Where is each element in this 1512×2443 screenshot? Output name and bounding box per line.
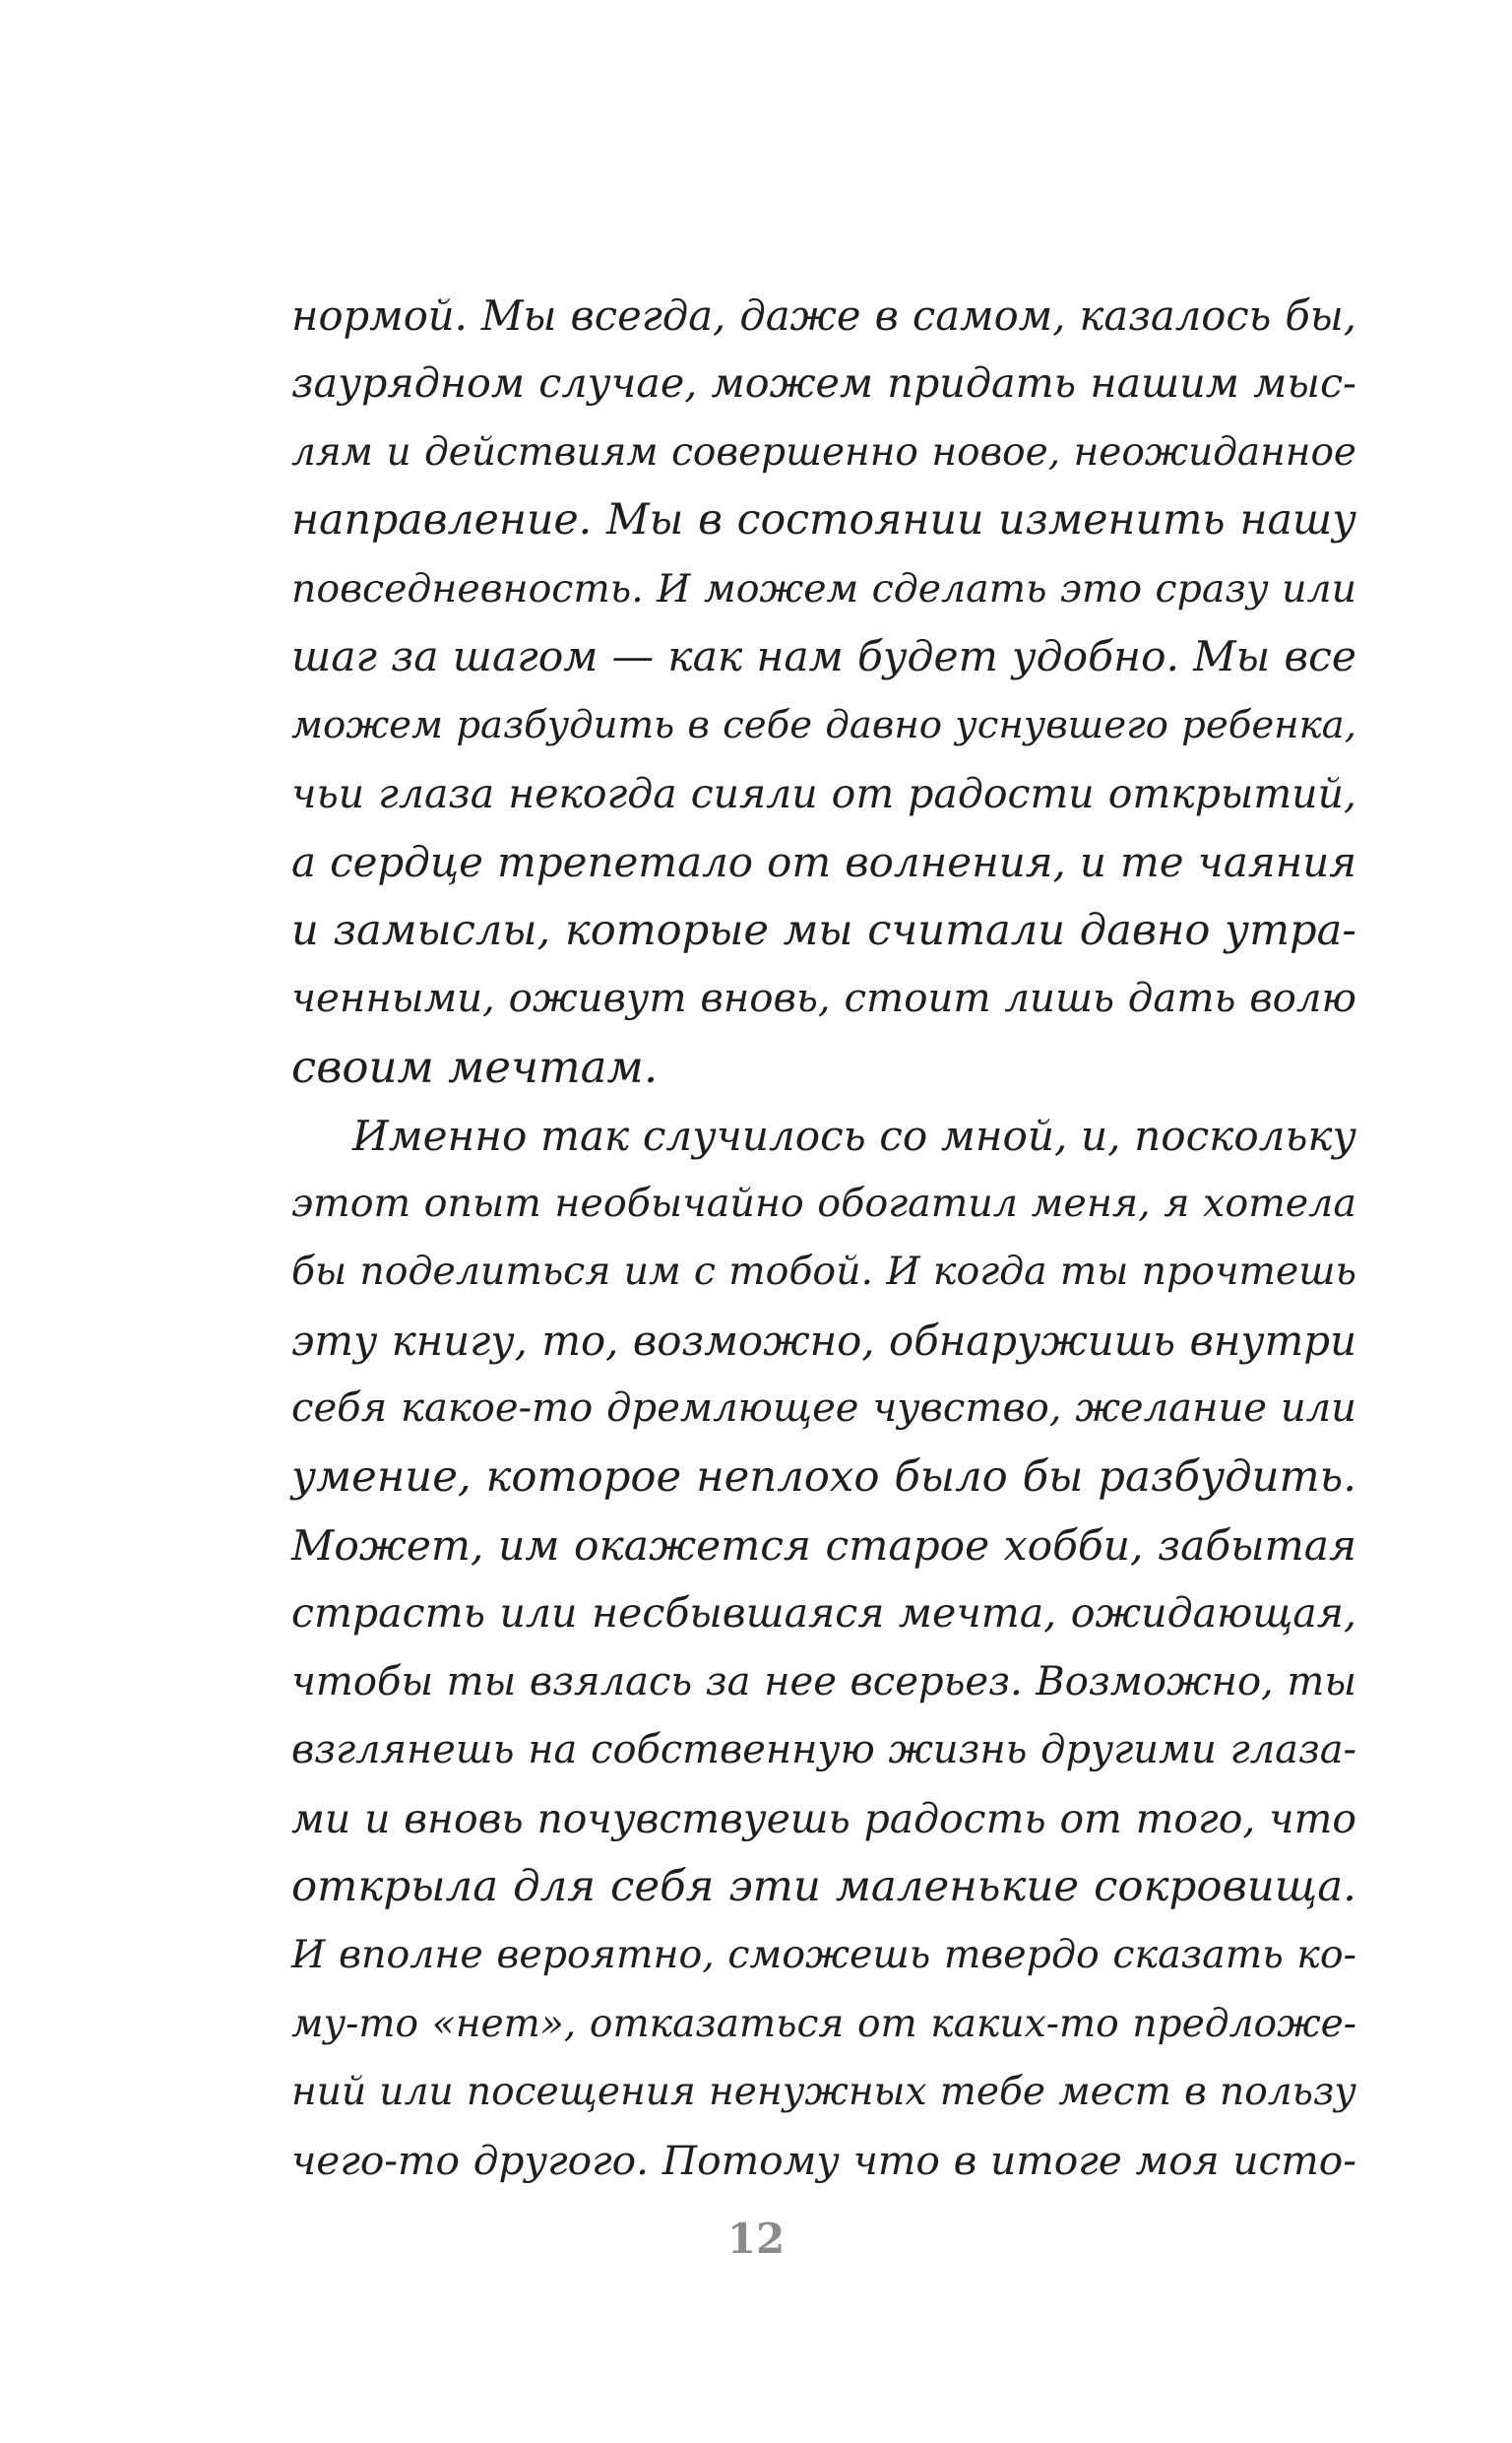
text-line: чего-то другого. Потому что в итоге моя исто- bbox=[291, 2136, 1356, 2184]
text-line: и замыслы, которые мы считали давно утра- bbox=[291, 905, 1356, 955]
text-line: шаг за шагом — как нам будет удобно. Мы все bbox=[291, 632, 1356, 681]
text-line: себя какое-то дремлющее чувство, желание или bbox=[291, 1385, 1356, 1432]
text-line: своим мечтам. bbox=[291, 1041, 659, 1094]
text-line: повседневность. И можем сделать это сразу или bbox=[291, 565, 1356, 611]
text-line: а сердце трепетало от волнения, и те чаяния bbox=[291, 838, 1356, 887]
text-line: можем разбудить в себе давно уснувшего ребенка, bbox=[291, 703, 1356, 748]
text-line: этот опыт необычайно обогатил меня, я хотела bbox=[291, 1181, 1356, 1227]
text-line: му-то «нет», отказаться от каких-то предложе- bbox=[291, 2001, 1356, 2046]
paragraph-2 bbox=[291, 1102, 1356, 2195]
text-line: заурядном случае, можем придать нашим мыс- bbox=[291, 359, 1356, 408]
text-line: ний или посещения ненужных тебе мест в пользу bbox=[291, 2070, 1356, 2115]
text-line: ми и вновь почувствуешь радость от того, что bbox=[291, 1794, 1356, 1842]
body-text bbox=[291, 282, 1356, 2195]
text-line: И вполне вероятно, сможешь твердо сказать ко- bbox=[291, 1932, 1356, 1978]
text-line: взглянешь на собственную жизнь другими глаза- bbox=[291, 1727, 1356, 1773]
text-line: страсть или несбывшаяся мечта, ожидающая, bbox=[291, 1589, 1356, 1638]
text-line: Именно так случилось со мной, и, поскольку bbox=[352, 1111, 1356, 1160]
paragraph-1 bbox=[291, 282, 1356, 1102]
text-line: Может, им окажется старое хобби, забытая bbox=[291, 1521, 1356, 1571]
text-line: эту книгу, то, возможно, обнаружишь внутри bbox=[291, 1316, 1356, 1365]
text-line: чьи глаза некогда сияли от радости открытий, bbox=[291, 769, 1356, 817]
text-line: направление. Мы в состоянии изменить нашу bbox=[291, 495, 1356, 546]
text-line: бы поделиться им с тобой. И когда ты прочтешь bbox=[291, 1249, 1356, 1295]
text-line: чтобы ты взялась за нее всерьез. Возможно, ты bbox=[291, 1658, 1356, 1704]
text-line: открыла для себя эти маленькие сокровища. bbox=[291, 1861, 1356, 1911]
page-number: 12 bbox=[726, 2215, 786, 2263]
text-line: умение, которое неплохо было бы разбудить. bbox=[291, 1451, 1356, 1502]
text-line: лям и действиям совершенно новое, неожиданное bbox=[291, 429, 1356, 475]
text-line: нормой. Мы всегда, даже в самом, казалось бы, bbox=[291, 291, 1356, 340]
text-line: ченными, оживут вновь, стоит лишь дать волю bbox=[291, 975, 1356, 1021]
